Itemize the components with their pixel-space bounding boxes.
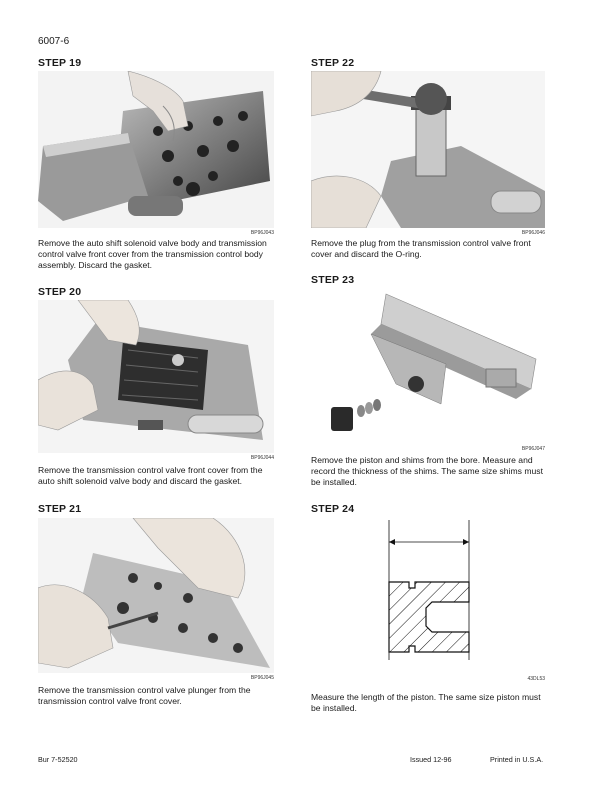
step-21-heading: STEP 21 [38,503,82,515]
page-number: 6007-6 [38,36,70,47]
step-22-text: Remove the plug from the transmission control valve front cover and discard the O-ring. [311,238,531,260]
step-24-heading: STEP 24 [311,503,355,515]
step-20-heading: STEP 20 [38,286,82,298]
step-21-text: Remove the transmission control valve plunger from the transmission control valve front cover. [38,685,251,707]
step-24-piston-diagram [380,520,480,670]
step-21-photo [38,518,274,673]
step-21-caption: BP96J045 [250,675,274,681]
step-19-heading: STEP 19 [38,57,82,69]
step-23-text: Remove the piston and shims from the bore. Measure and record the thickness of the shims. The same size shims must be installed. [311,455,543,488]
step-22-heading: STEP 22 [311,57,355,69]
step-20-photo [38,300,274,453]
footer-issued: Issued 12-96 [410,755,452,764]
step-19-text: Remove the auto shift solenoid valve body and transmission control valve front cover from the transmission control body assembly. Discard the gasket. [38,238,267,271]
step-23-heading: STEP 23 [311,274,355,286]
step-20-text: Remove the transmission control valve front cover from the auto shift solenoid valve body and discard the gasket. [38,465,263,487]
step-23-photo [311,289,545,443]
step-19-caption: BP96J043 [250,230,274,236]
step-24-text: Measure the length of the piston. The same size piston must be installed. [311,692,541,714]
step-23-caption: BP96J047 [521,446,545,452]
step-22-caption: BP96J046 [521,230,545,236]
step-24-caption: 43DL53 [527,676,545,682]
footer-printed: Printed in U.S.A. [490,755,544,764]
step-22-photo [311,71,545,228]
step-20-caption: BP96J044 [250,455,274,461]
footer-document-id: Bur 7-52520 [38,755,78,764]
step-19-photo [38,71,274,228]
